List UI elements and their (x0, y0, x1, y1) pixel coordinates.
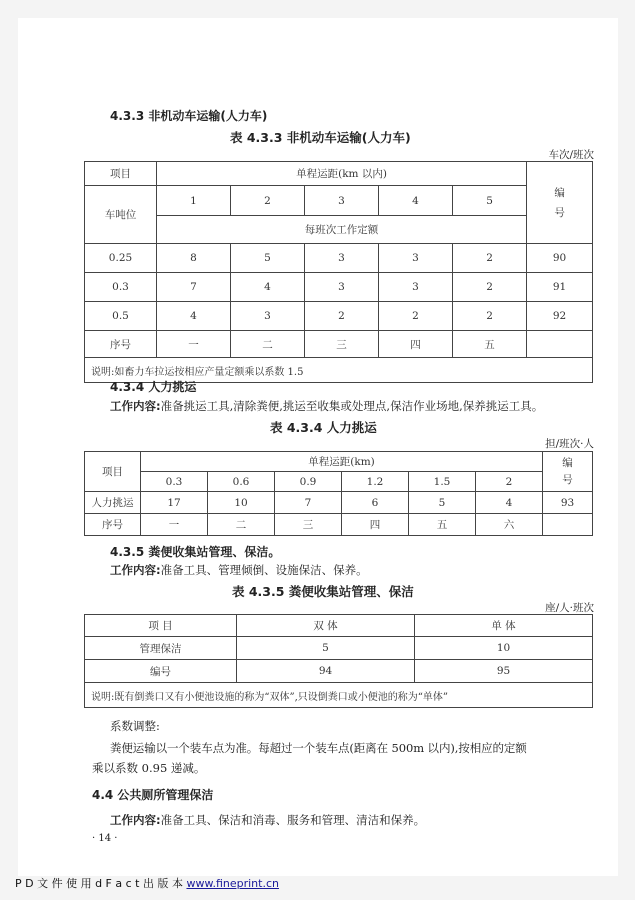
seq-cell: 五 (409, 514, 476, 536)
seq-cell: 一 (157, 331, 231, 358)
seq-cell: 四 (379, 331, 453, 358)
dist-cell: 4 (379, 186, 453, 216)
row-label: 0.5 (85, 302, 157, 331)
header-double: 双 体 (237, 615, 415, 637)
section-heading-4-4: 4.4 公共厕所管理保洁 (92, 788, 214, 802)
table-row (85, 302, 593, 331)
code-cell: 94 (237, 660, 415, 683)
value-cell: 4 (231, 273, 305, 302)
footer-link[interactable]: www.fineprint.cn (186, 877, 279, 890)
value-cell: 5 (237, 637, 415, 660)
seq-cell: 四 (342, 514, 409, 536)
table-row (85, 273, 593, 302)
dist-cell: 2 (476, 472, 543, 492)
table-row (85, 331, 593, 358)
document-page (18, 18, 618, 876)
value-cell: 5 (231, 244, 305, 273)
code-cell: 90 (527, 244, 593, 273)
seq-cell: 六 (476, 514, 543, 536)
work-text: 准备工具、管理倾倒、设施保洁、保养。 (160, 563, 368, 577)
code-cell: 92 (527, 302, 593, 331)
row-label: 人力挑运 (85, 492, 141, 514)
table-row (85, 514, 593, 536)
header-range: 单程运距(km) (141, 452, 543, 472)
header-load: 车吨位 (85, 186, 157, 244)
adjust-line-2: 乘以系数 0.95 递减。 (92, 761, 206, 775)
value-cell: 5 (409, 492, 476, 514)
row-label: 0.3 (85, 273, 157, 302)
footer-text: P D 文 件 使 用 d F a c t 出 版 本 (15, 877, 187, 890)
header-quota: 每班次工作定额 (157, 216, 527, 244)
dist-cell: 5 (453, 186, 527, 216)
code-cell: 93 (543, 492, 593, 514)
dist-cell: 0.6 (208, 472, 275, 492)
table-unit-4-3-4: 担/班次·人 (545, 438, 594, 450)
work-text: 准备工具、保洁和消毒、服务和管理、清洁和保养。 (160, 813, 426, 827)
seq-cell: 五 (453, 331, 527, 358)
table-4-3-5 (84, 614, 593, 708)
value-cell: 2 (453, 244, 527, 273)
table-caption-4-3-4: 表 4.3.4 人力挑运 (270, 420, 377, 435)
value-cell: 2 (453, 273, 527, 302)
value-cell: 17 (141, 492, 208, 514)
adjust-title: 系数调整: (110, 719, 160, 733)
value-cell: 2 (453, 302, 527, 331)
section-heading-4-3-3: 4.3.3 非机动车运输(人力车) (110, 109, 268, 123)
value-cell: 3 (231, 302, 305, 331)
seq-cell: 二 (208, 514, 275, 536)
code-cell: 91 (527, 273, 593, 302)
code-cell: 95 (415, 660, 593, 683)
row-label: 0.25 (85, 244, 157, 273)
work-content-4-3-5 (110, 562, 368, 578)
value-cell: 7 (157, 273, 231, 302)
value-cell: 8 (157, 244, 231, 273)
dist-cell: 2 (231, 186, 305, 216)
page-number: · 14 · (92, 833, 118, 844)
value-cell: 4 (476, 492, 543, 514)
empty-cell (543, 514, 593, 536)
seq-cell: 三 (275, 514, 342, 536)
table-caption-4-3-3: 表 4.3.3 非机动车运输(人力车) (230, 130, 411, 145)
table-row (85, 637, 593, 660)
work-text: 准备挑运工具,清除粪便,挑运至收集或处理点,保洁作业场地,保养挑运工具。 (160, 399, 544, 413)
adjust-line-1: 粪便运输以一个装车点为准。每超过一个装车点(距离在 500m 以内),按相应的定额 (110, 741, 527, 755)
seq-cell: 三 (305, 331, 379, 358)
seq-cell: 二 (231, 331, 305, 358)
dist-cell: 0.3 (141, 472, 208, 492)
table-4-3-3 (84, 161, 593, 383)
dist-cell: 1.2 (342, 472, 409, 492)
table-row (85, 244, 593, 273)
empty-cell (527, 331, 593, 358)
header-item: 项目 (85, 452, 141, 492)
table-4-3-4 (84, 451, 593, 536)
value-cell: 7 (275, 492, 342, 514)
value-cell: 3 (379, 244, 453, 273)
value-cell: 10 (415, 637, 593, 660)
work-label: 工作内容: (110, 813, 161, 827)
header-range: 单程运距(km 以内) (157, 162, 527, 186)
footer-watermark (15, 875, 279, 891)
value-cell: 3 (305, 244, 379, 273)
table-caption-4-3-5: 表 4.3.5 粪便收集站管理、保洁 (232, 584, 414, 599)
dist-cell: 0.9 (275, 472, 342, 492)
header-single: 单 体 (415, 615, 593, 637)
table-note: 说明:既有倒粪口又有小便池设施的称为“双体”,只设倒粪口或小便池的称为“单体” (85, 683, 593, 708)
dist-cell: 1.5 (409, 472, 476, 492)
value-cell: 6 (342, 492, 409, 514)
header-code: 编号 (543, 452, 593, 492)
seq-cell: 一 (141, 514, 208, 536)
section-heading-4-3-4: 4.3.4 人力挑运 (110, 380, 197, 394)
seq-label: 序号 (85, 331, 157, 358)
value-cell: 3 (379, 273, 453, 302)
value-cell: 2 (305, 302, 379, 331)
value-cell: 3 (305, 273, 379, 302)
work-label: 工作内容: (110, 399, 161, 413)
value-cell: 2 (379, 302, 453, 331)
work-content-4-4 (110, 812, 425, 828)
value-cell: 4 (157, 302, 231, 331)
table-row (85, 492, 593, 514)
work-label: 工作内容: (110, 563, 161, 577)
seq-label: 序号 (85, 514, 141, 536)
table-row (85, 660, 593, 683)
header-code: 编号 (527, 162, 593, 244)
dist-cell: 3 (305, 186, 379, 216)
dist-cell: 1 (157, 186, 231, 216)
row-label: 管理保洁 (85, 637, 237, 660)
header-item: 项目 (85, 162, 157, 186)
table-unit-4-3-3: 车次/班次 (548, 149, 594, 161)
value-cell: 10 (208, 492, 275, 514)
code-label: 编号 (85, 660, 237, 683)
section-heading-4-3-5: 4.3.5 粪便收集站管理、保洁。 (110, 545, 281, 559)
table-unit-4-3-5: 座/人·班次 (545, 602, 594, 614)
header-item: 项 目 (85, 615, 237, 637)
table-note: 说明:如畜力车拉运按相应产量定额乘以系数 1.5 (85, 358, 593, 383)
work-content-4-3-4 (110, 398, 543, 414)
